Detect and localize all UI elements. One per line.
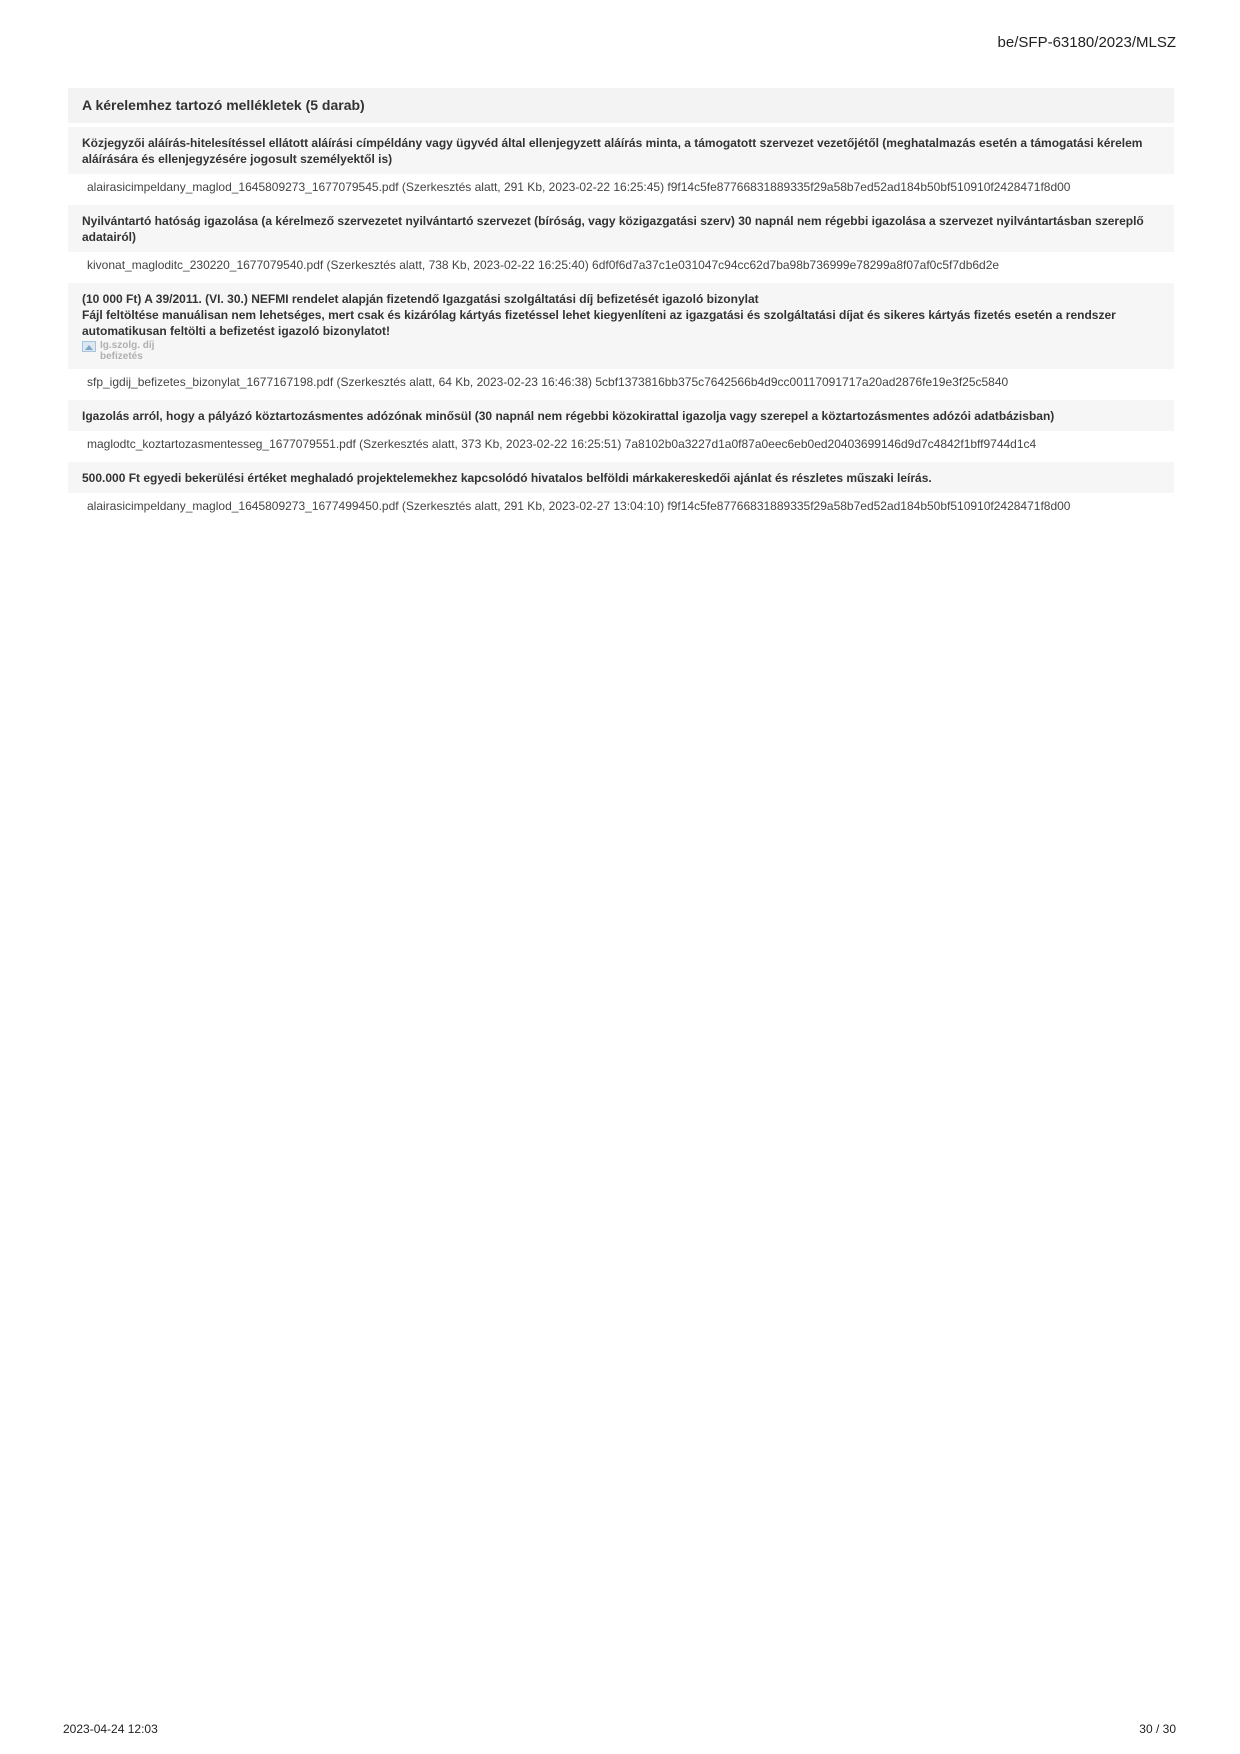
attachment-file-link[interactable]: sfp_igdij_befizetes_bizonylat_1677167198.pdf (Szerkesztés alatt, 64 Kb, 2023-02-23 16:46:38) 5cbf1373816bb375c7642566b4d9cc00117091717a20ad2876fe19e3f25c5840	[87, 375, 1009, 389]
attachment-file-link[interactable]: alairasicimpeldany_maglod_1645809273_1677499450.pdf (Szerkesztés alatt, 291 Kb, 2023-02-27 13:04:10) f9f14c5fe87766831889335f29a58b7ed52ad184b50bf510910f2428471f8d00	[87, 499, 1071, 513]
broken-image-placeholder	[82, 340, 1160, 362]
requirement-signature: Közjegyzői aláírás-hitelesítéssel ellátott aláírási címpéldány vagy ügyvéd által ellenjegyzett aláírás minta, a támogatott szervezet vezetőjétől (meghatalmazás esetén a támogatási kérelem aláírására és ellenjegyzésére jogosult személyektől is)	[68, 127, 1174, 174]
document-reference: be/SFP-63180/2023/MLSZ	[997, 34, 1176, 51]
attachments-panel	[68, 88, 1174, 524]
image-alt-line: befizetés	[100, 351, 143, 362]
page-number: 30 / 30	[1139, 1722, 1176, 1736]
requirement-dealer-offer: 500.000 Ft egyedi bekerülési értéket meghaladó projektelemekhez kapcsolódó hivatalos belföldi márkakereskedői ajánlat és részletes műszaki leírás.	[68, 462, 1174, 493]
image-alt-line: Ig.szolg. díj	[100, 340, 155, 351]
attachment-file-link[interactable]: alairasicimpeldany_maglod_1645809273_1677079545.pdf (Szerkesztés alatt, 291 Kb, 2023-02-22 16:25:45) f9f14c5fe87766831889335f29a58b7ed52ad184b50bf510910f2428471f8d00	[87, 180, 1071, 194]
panel-title: A kérelemhez tartozó mellékletek (5 darab)	[68, 88, 1174, 123]
requirement-tax-clearance: Igazolás arról, hogy a pályázó köztartozásmentes adózónak minősül (30 napnál nem régebbi közokirattal igazolja vagy szerepel a köztartozásmentes adózói adatbázisban)	[68, 400, 1174, 431]
requirement-admin-fee-note: Fájl feltöltése manuálisan nem lehetséges, mert csak és kizárólag kártyás fizetéssel lehet kiegyenlíteni az igazgatási és szolgáltatási díjat és sikeres kártyás fizetés esetén a rendszer automatikusan feltölti a befizetést igazoló bizonylatot!	[82, 308, 1116, 338]
requirement-admin-fee	[68, 283, 1174, 369]
footer-date: 2023-04-24 12:03	[63, 1722, 158, 1736]
requirement-registry: Nyilvántartó hatóság igazolása (a kérelmező szervezetet nyilvántartó szervezet (bíróság, vagy közigazgatási szerv) 30 napnál nem régebbi igazolása a szervezet nyilvántartásban szereplő adatairól)	[68, 205, 1174, 252]
attachment-file-link[interactable]: kivonat_magloditc_230220_1677079540.pdf (Szerkesztés alatt, 738 Kb, 2023-02-22 16:25:40) 6df0f6d7a37c1e031047c94cc62d7ba98b736999e78299a8f07af0c5f7db6d2e	[87, 258, 1000, 272]
image-icon	[82, 341, 96, 352]
requirement-admin-fee-title: (10 000 Ft) A 39/2011. (VI. 30.) NEFMI rendelet alapján fizetendő Igazgatási szolgáltatási díj befizetését igazoló bizonylat	[82, 292, 759, 306]
image-alt-text	[100, 340, 154, 362]
attachment-file-link[interactable]: maglodtc_koztartozasmentesseg_1677079551.pdf (Szerkesztés alatt, 373 Kb, 2023-02-22 16:25:51) 7a8102b0a3227d1a0f87a0eec6eb0ed20403699146d9d7c4842f1bff9744d1c4	[87, 437, 1037, 451]
